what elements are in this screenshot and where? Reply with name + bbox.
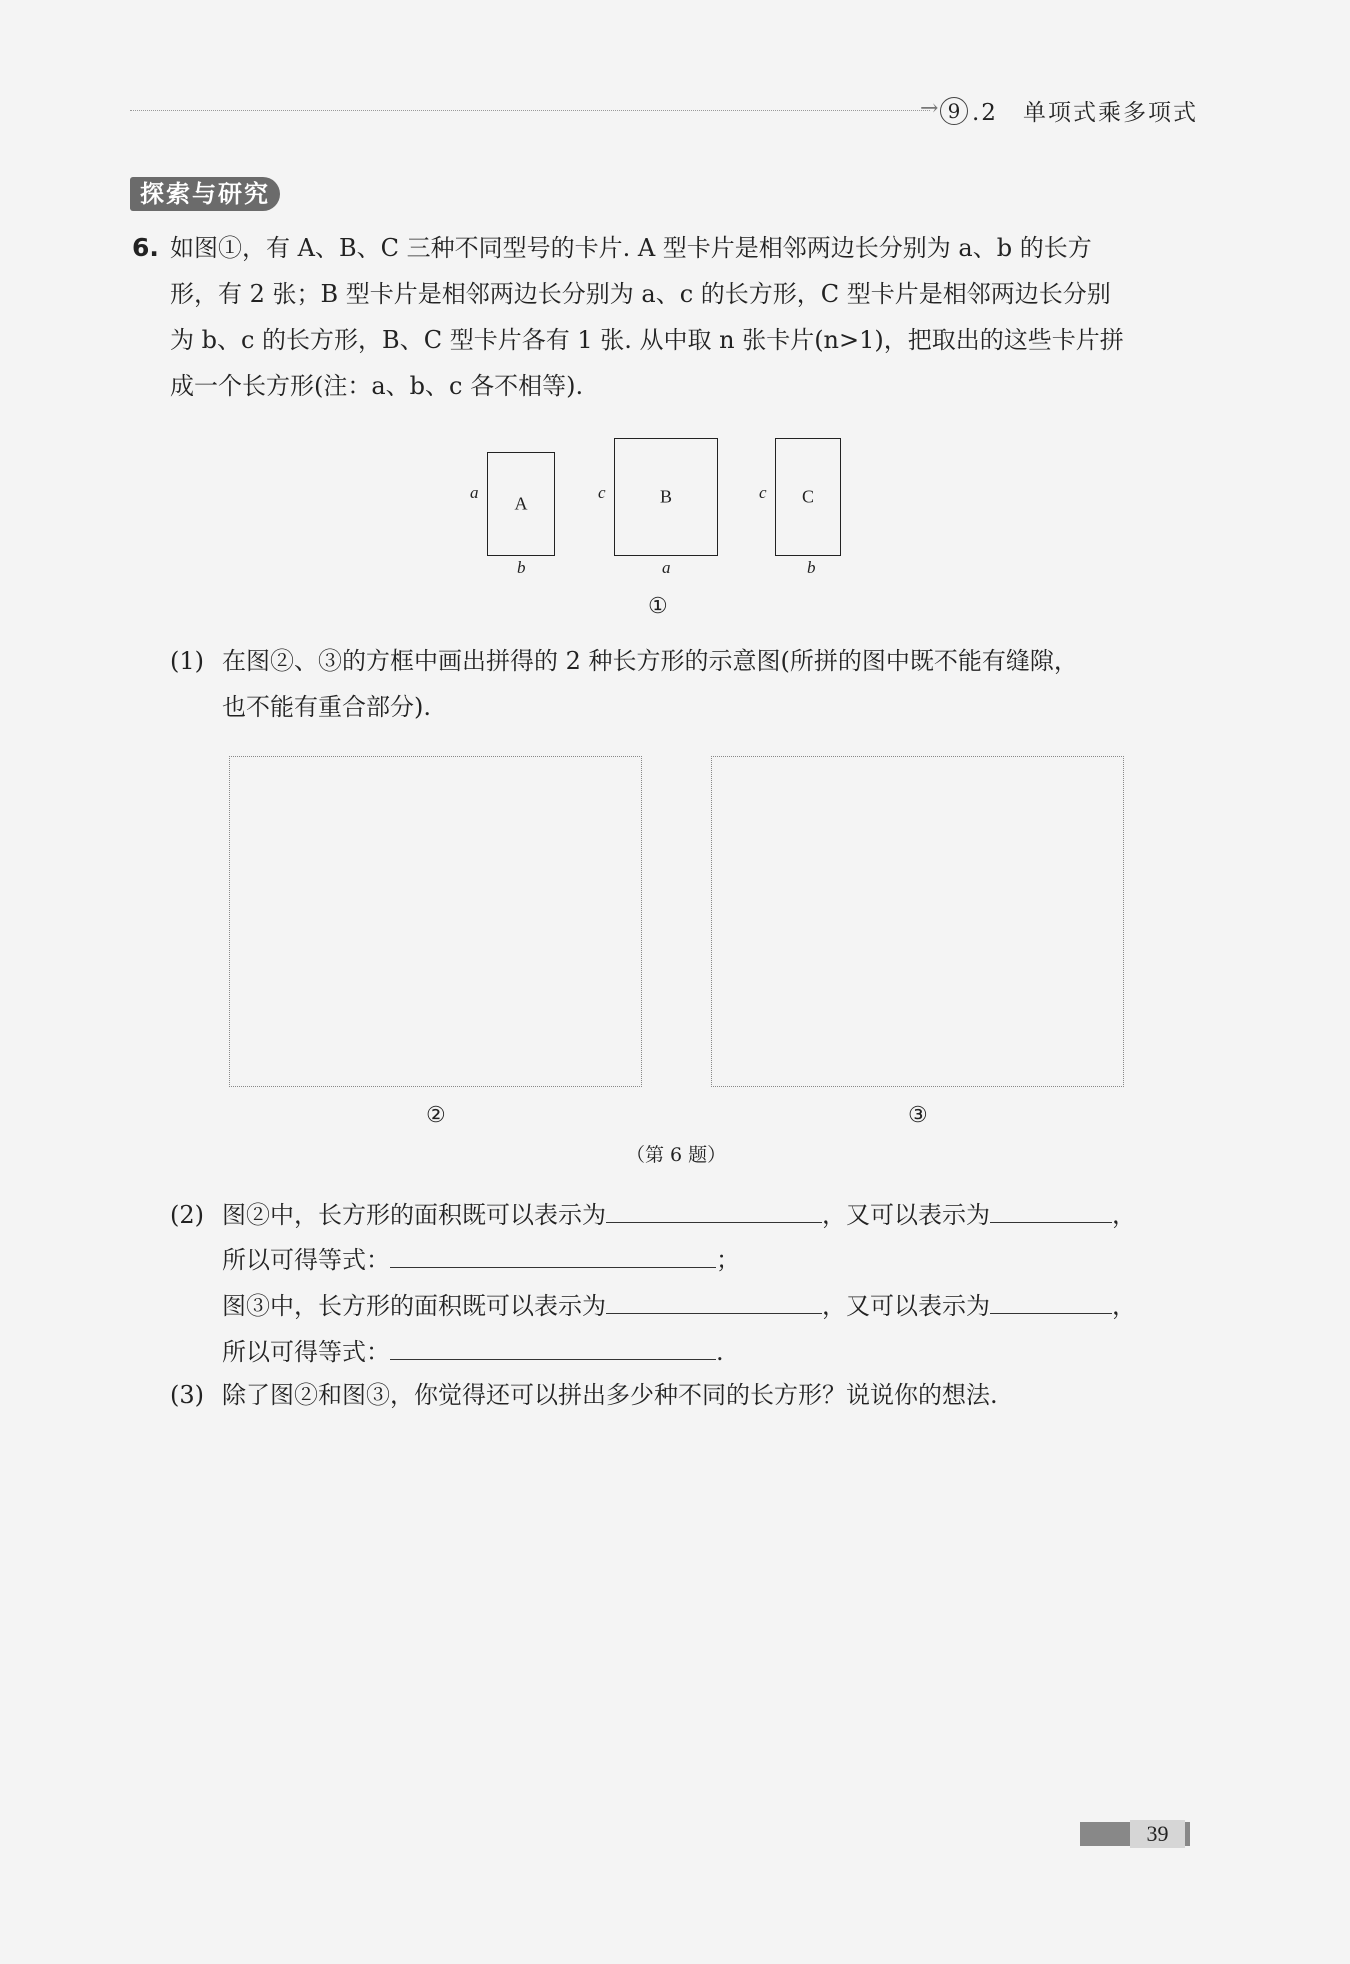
- part-1-number: (1): [170, 647, 204, 675]
- part-2-line-3: [222, 1283, 1136, 1321]
- card-c-side-label: c: [759, 483, 767, 502]
- card-a-bottom-label: b: [517, 558, 526, 577]
- part-2-line-1: [170, 1192, 1136, 1230]
- card-b-side-label: c: [598, 483, 606, 502]
- part-3-text: 除了图②和图③，你觉得还可以拼出多少种不同的长方形？说说你的想法.: [222, 1381, 998, 1409]
- card-b-bottom-label: a: [662, 558, 671, 577]
- part-2-line-2: [222, 1237, 740, 1275]
- card-b-label: B: [659, 486, 673, 507]
- fig3-equation-text: 所以可得等式：: [222, 1338, 390, 1366]
- card-c-label: C: [801, 486, 815, 507]
- drawing-box-2[interactable]: [229, 756, 642, 1087]
- arrow-icon: →: [920, 96, 939, 121]
- part-3: [170, 1375, 998, 1410]
- card-c: [775, 438, 841, 556]
- drawing-box-3[interactable]: [711, 756, 1124, 1087]
- fig2-equation-blank[interactable]: [390, 1237, 716, 1268]
- figure-3-label: ③: [908, 1103, 928, 1128]
- intro-line-3: 为 b、c 的长方形，B、C 型卡片各有 1 张. 从中取 n 张卡片(n>1)，把取出的这些卡片拼: [170, 326, 1124, 354]
- fig2-area-blank-2[interactable]: [990, 1192, 1112, 1223]
- card-a: [487, 452, 555, 556]
- intro-line-2: 形，有 2 张；B 型卡片是相邻两边长分别为 a、c 的长方形，C 型卡片是相邻两边长分别: [170, 280, 1111, 308]
- fig3-period: .: [716, 1338, 724, 1366]
- part-2-line-4: [222, 1329, 724, 1367]
- intro-line-4: 成一个长方形(注：a、b、c 各不相等).: [170, 372, 584, 400]
- fig3-also-text: ，又可以表示为: [822, 1292, 990, 1320]
- card-c-bottom-label: b: [807, 558, 816, 577]
- figure-1-label: ①: [648, 594, 668, 619]
- fig2-area-text: 图②中，长方形的面积既可以表示为: [222, 1201, 606, 1229]
- card-a-label: A: [514, 493, 528, 514]
- card-b: [614, 438, 718, 556]
- fig2-area-blank-1[interactable]: [606, 1192, 822, 1223]
- fig2-also-text: ，又可以表示为: [822, 1201, 990, 1229]
- figure-2-label: ②: [426, 1103, 446, 1128]
- fig2-semicolon: ；: [716, 1246, 740, 1274]
- fig3-area-blank-1[interactable]: [606, 1283, 822, 1314]
- card-a-side-label: a: [470, 483, 479, 502]
- fig3-area-blank-2[interactable]: [990, 1283, 1112, 1314]
- section-title: .2 单项式乘多项式: [972, 100, 1198, 126]
- figure-caption: （第 6 题）: [626, 1144, 727, 1166]
- question-intro: [170, 225, 1190, 409]
- page-number: 39: [1130, 1820, 1185, 1848]
- part-1-line-2: 也不能有重合部分).: [222, 693, 431, 721]
- header-rule: [130, 110, 930, 111]
- fig3-equation-blank[interactable]: [390, 1329, 716, 1360]
- part-1-line-1: 在图②、③的方框中画出拼得的 2 种长方形的示意图(所拼的图中既不能有缝隙，: [222, 647, 1078, 675]
- section-badge: 探索与研究: [130, 177, 280, 211]
- intro-line-1: 如图①，有 A、B、C 三种不同型号的卡片. A 型卡片是相邻两边长分别为 a、b 的长方: [170, 234, 1092, 262]
- question-number: 6.: [132, 233, 159, 262]
- chapter-number: 9: [940, 97, 968, 125]
- fig2-comma: ，: [1112, 1201, 1136, 1229]
- part-3-number: (3): [170, 1381, 204, 1409]
- part-2-number: (2): [170, 1201, 204, 1229]
- fig3-comma: ，: [1112, 1292, 1136, 1320]
- fig2-equation-text: 所以可得等式：: [222, 1246, 390, 1274]
- part-1: [170, 638, 1190, 730]
- fig3-area-text: 图③中，长方形的面积既可以表示为: [222, 1292, 606, 1320]
